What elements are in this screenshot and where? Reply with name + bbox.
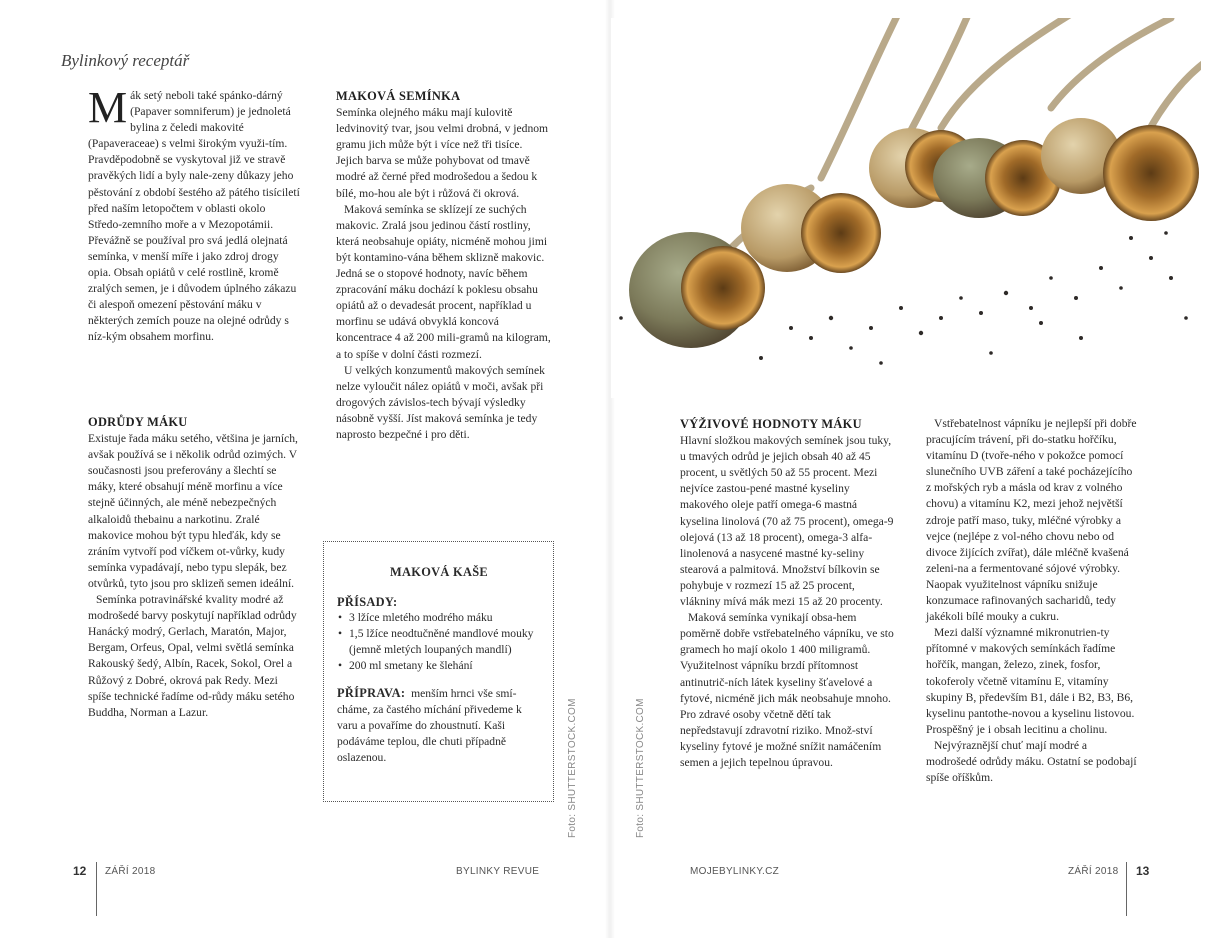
varieties-paragraph-2: Semínka potravinářské kvality modré až modrošedé barvy poskytují například odrůdy Hanácký modrý, Gerlach, Maratón, Major, Bergam, Orfeus, Opal, velmi světlá semínka Rakouský šedý, Albín, Racek, Sokol, Orel a Růžový z Dobré, okrová pak Redy. Mezi spíše technické řadíme od-růdy máku setého Buddha, Norman a Lazur. bbox=[88, 593, 297, 719]
ingredient-item: • 200 ml smetany ke šlehání bbox=[337, 658, 541, 674]
page-number-left: 12 bbox=[73, 864, 87, 878]
method-paragraph bbox=[337, 685, 541, 766]
nutrition-heading: VÝŽIVOVÉ HODNOTY MÁKU bbox=[680, 417, 862, 431]
seeds-paragraph-3: U velkých konzumentů makových semínek nelze vyloučit nález opiátů v moči, avšak při drogových závislos-tech bývají výsledky násobně vyšší. Jíst maková semínka je tedy naprosto bezpečné i pro děti. bbox=[336, 363, 545, 441]
nutrition-column bbox=[680, 416, 894, 771]
page-number-right: 13 bbox=[1136, 864, 1150, 878]
intro-column bbox=[88, 83, 302, 346]
method-label: PŘÍPRAVA: bbox=[337, 685, 406, 700]
nutrition-paragraph-1: Hlavní složkou makových semínek jsou tuky, u tmavých odrůd je jejich obsah 40 až 45 procent, u světlých 50 až 55 procent. Mezi nejvíce zastou-pené mastné kyseliny makového oleje patří omega-6 mastná kyselina linolová (70 až 75 procent), omega-9 olejová (13 až 18 procent), omega-3 alfa-linolenová a nasycené mastné ky-seliny stearová a palmitová. Množství bílkovin se pohybuje v rozmezí 15 až 25 procent, vlákniny mívá mák mezi 15 až 20 procenty. bbox=[680, 434, 894, 609]
poppy-photo bbox=[611, 18, 1201, 398]
intro-text: ák setý neboli také spánko-dárný (Papaver somniferum) je jednoletá bylina z čeledi makovité (Papaveraceae) s velmi širokým využi-tím. Pravděpodobně se vyskytoval již ve stravě pravěkých lidí a byly nale-zeny důkazy jeho pěstování z období šestého až pátého tisíciletí před naším letopočtem v oblasti okolo Středo-zemního moře a v Mezopotámii. Převážně se používal pro svá jedlá olejnatá semínka, v menší míře i jako zdroj drogy opia. Obsah opiátů v celé rostlině, kromě zralých semen, je i důvodem úplného zákazu či alespoň omezení pěstování máku v některých zemích pouze na olejné odrůdy s níz-kým obsahem morfinu. bbox=[88, 89, 300, 344]
varieties-paragraph-1: Existuje řada máku setého, většina je jarních, avšak používá se i několik odrůd ozimých. V současnosti jsou preferovány a šlechtí se máky, které obsahují méně morfinu a více stejně účinných, ale méně nebezpečných alkaloidů thebainu a narkotinu. Zralé makovice mohou být typu hleďák, kdy se zráním vytvoří pod víčkem ot-vůrky, kudy semínka vypadávají, nebo typu slepák, bez otvůrků, tyto jsou pro sklizeň semen ideální. bbox=[88, 432, 298, 590]
drop-cap: M bbox=[88, 83, 128, 132]
intro-paragraph bbox=[88, 83, 302, 346]
footer-date-left: ZÁŘÍ 2018 bbox=[105, 866, 156, 877]
taste-paragraph: Nejvýraznější chuť mají modré a modrošedé odrůdy máku. Ostatní se podobají spíše oříškům. bbox=[926, 738, 1137, 785]
calcium-paragraph-1: Vstřebatelnost vápníku je nejlepší při dobře pracujícím trávení, při do-statku hořčíku, vitamínu D (tvoře-ného v pokožce pomocí slunečního UVB záření a také pocházejícího z mořských ryb a másla od krav z volného chovu) a vitamínu K2, mezi jehož největší zdroje patří maso, tuky, mléčné výrobky a vejce (nejlépe z vol-ného chovu nebo od divoce žijících zvířat), dále mléčně kvašená zeleni-na a fermentované sójové výrobky. Naopak využitelnost vápníku snižuje konzumace rafinovaných sacharidů, tedy jakékoli bílé mouky a cukru. bbox=[926, 417, 1137, 624]
footer-website: MOJEBYLINKY.CZ bbox=[690, 866, 780, 877]
photo-credit-right: Foto: SHUTTERSTOCK.COM bbox=[635, 698, 646, 838]
method-text: menším hrnci vše smí-cháme, za častého míchání přivedeme k varu a povaříme do zhoustnutí. Kaši podáváme teplou, dle chuti případně oslazenou. bbox=[337, 686, 522, 764]
varieties-heading: ODRŮDY MÁKU bbox=[88, 415, 188, 429]
ingredient-item: • 1,5 lžíce neodtučněné mandlové mouky (jemně mletých loupaných mandlí) bbox=[337, 626, 541, 658]
footer-divider-left bbox=[96, 862, 97, 916]
recipe-title: MAKOVÁ KAŠE bbox=[390, 565, 488, 579]
seeds-column bbox=[336, 88, 552, 443]
footer-divider-right bbox=[1126, 862, 1127, 916]
footer-magazine: BYLINKY REVUE bbox=[456, 866, 540, 877]
calcium-column bbox=[926, 416, 1140, 786]
varieties-column bbox=[88, 414, 302, 721]
micronutrients-paragraph: Mezi další významné mikronutrien-ty přítomné v makových semínkách řadíme hořčík, mangan, železo, zinek, fosfor, tokoferoly včetně vitamínu E, vitamíny skupiny B, především B1, dále i B2, B3, B6, kyselinu pantothe-novou a kyselinu listovou. Prospěšný je i obsah lecitinu a cholinu. bbox=[926, 626, 1135, 736]
footer-date-right: ZÁŘÍ 2018 bbox=[1068, 866, 1119, 877]
seeds-paragraph-1: Semínka olejného máku mají kulovitě ledvinovitý tvar, jsou velmi drobná, v jednom gramu jich může být i více než tři tisíce. Jejich barva se může pohybovat od tmavě modré až černé před modrošedou a šedou k bílé, mo-hou ale být i růžová či okrová. bbox=[336, 106, 549, 200]
section-title: Bylinkový receptář bbox=[61, 51, 190, 70]
nutrition-paragraph-2: Maková semínka vynikají obsa-hem poměrně dobře vstřebatelného vápníku, ve sto gramech ho mají okolo 1 400 miligramů. Využitelnost vápníku brzdí přítomnost antinutrič-ních látek kyseliny šťavelové a fytové, nicméně jich mák neobsahuje mnoho. Pro zdravé osoby včetně dětí tak nepředstavují zdravotní riziko. Množ-ství kyseliny fytové je možné snížit namáčením semen a jejich tepelnou úpravou. bbox=[680, 611, 894, 769]
photo-credit-left: Foto: SHUTTERSTOCK.COM bbox=[567, 698, 578, 838]
ingredient-item: • 3 lžíce mletého modrého máku bbox=[337, 610, 541, 626]
ingredients-list bbox=[337, 610, 541, 674]
seeds-paragraph-2: Maková semínka se sklízejí ze suchých makovic. Zralá jsou jedinou částí rostliny, která neobsahuje opiáty, nicméně mohou jimi být kontamino-vána během sklizně makovic. Jedná se o stopové hodnoty, navíc během zpracování máku dochází k poklesu obsahu opiátů až o devadesát procent, například u morfinu se udává obvyklá koncová koncentrace 4 až 200 mili-gramů na kilogram, a to spíše v dolní části rozmezí. bbox=[336, 202, 551, 361]
ingredients-label: PŘÍSADY: bbox=[337, 595, 398, 610]
recipe-box bbox=[323, 541, 554, 802]
seeds-heading: MAKOVÁ SEMÍNKA bbox=[336, 89, 461, 103]
